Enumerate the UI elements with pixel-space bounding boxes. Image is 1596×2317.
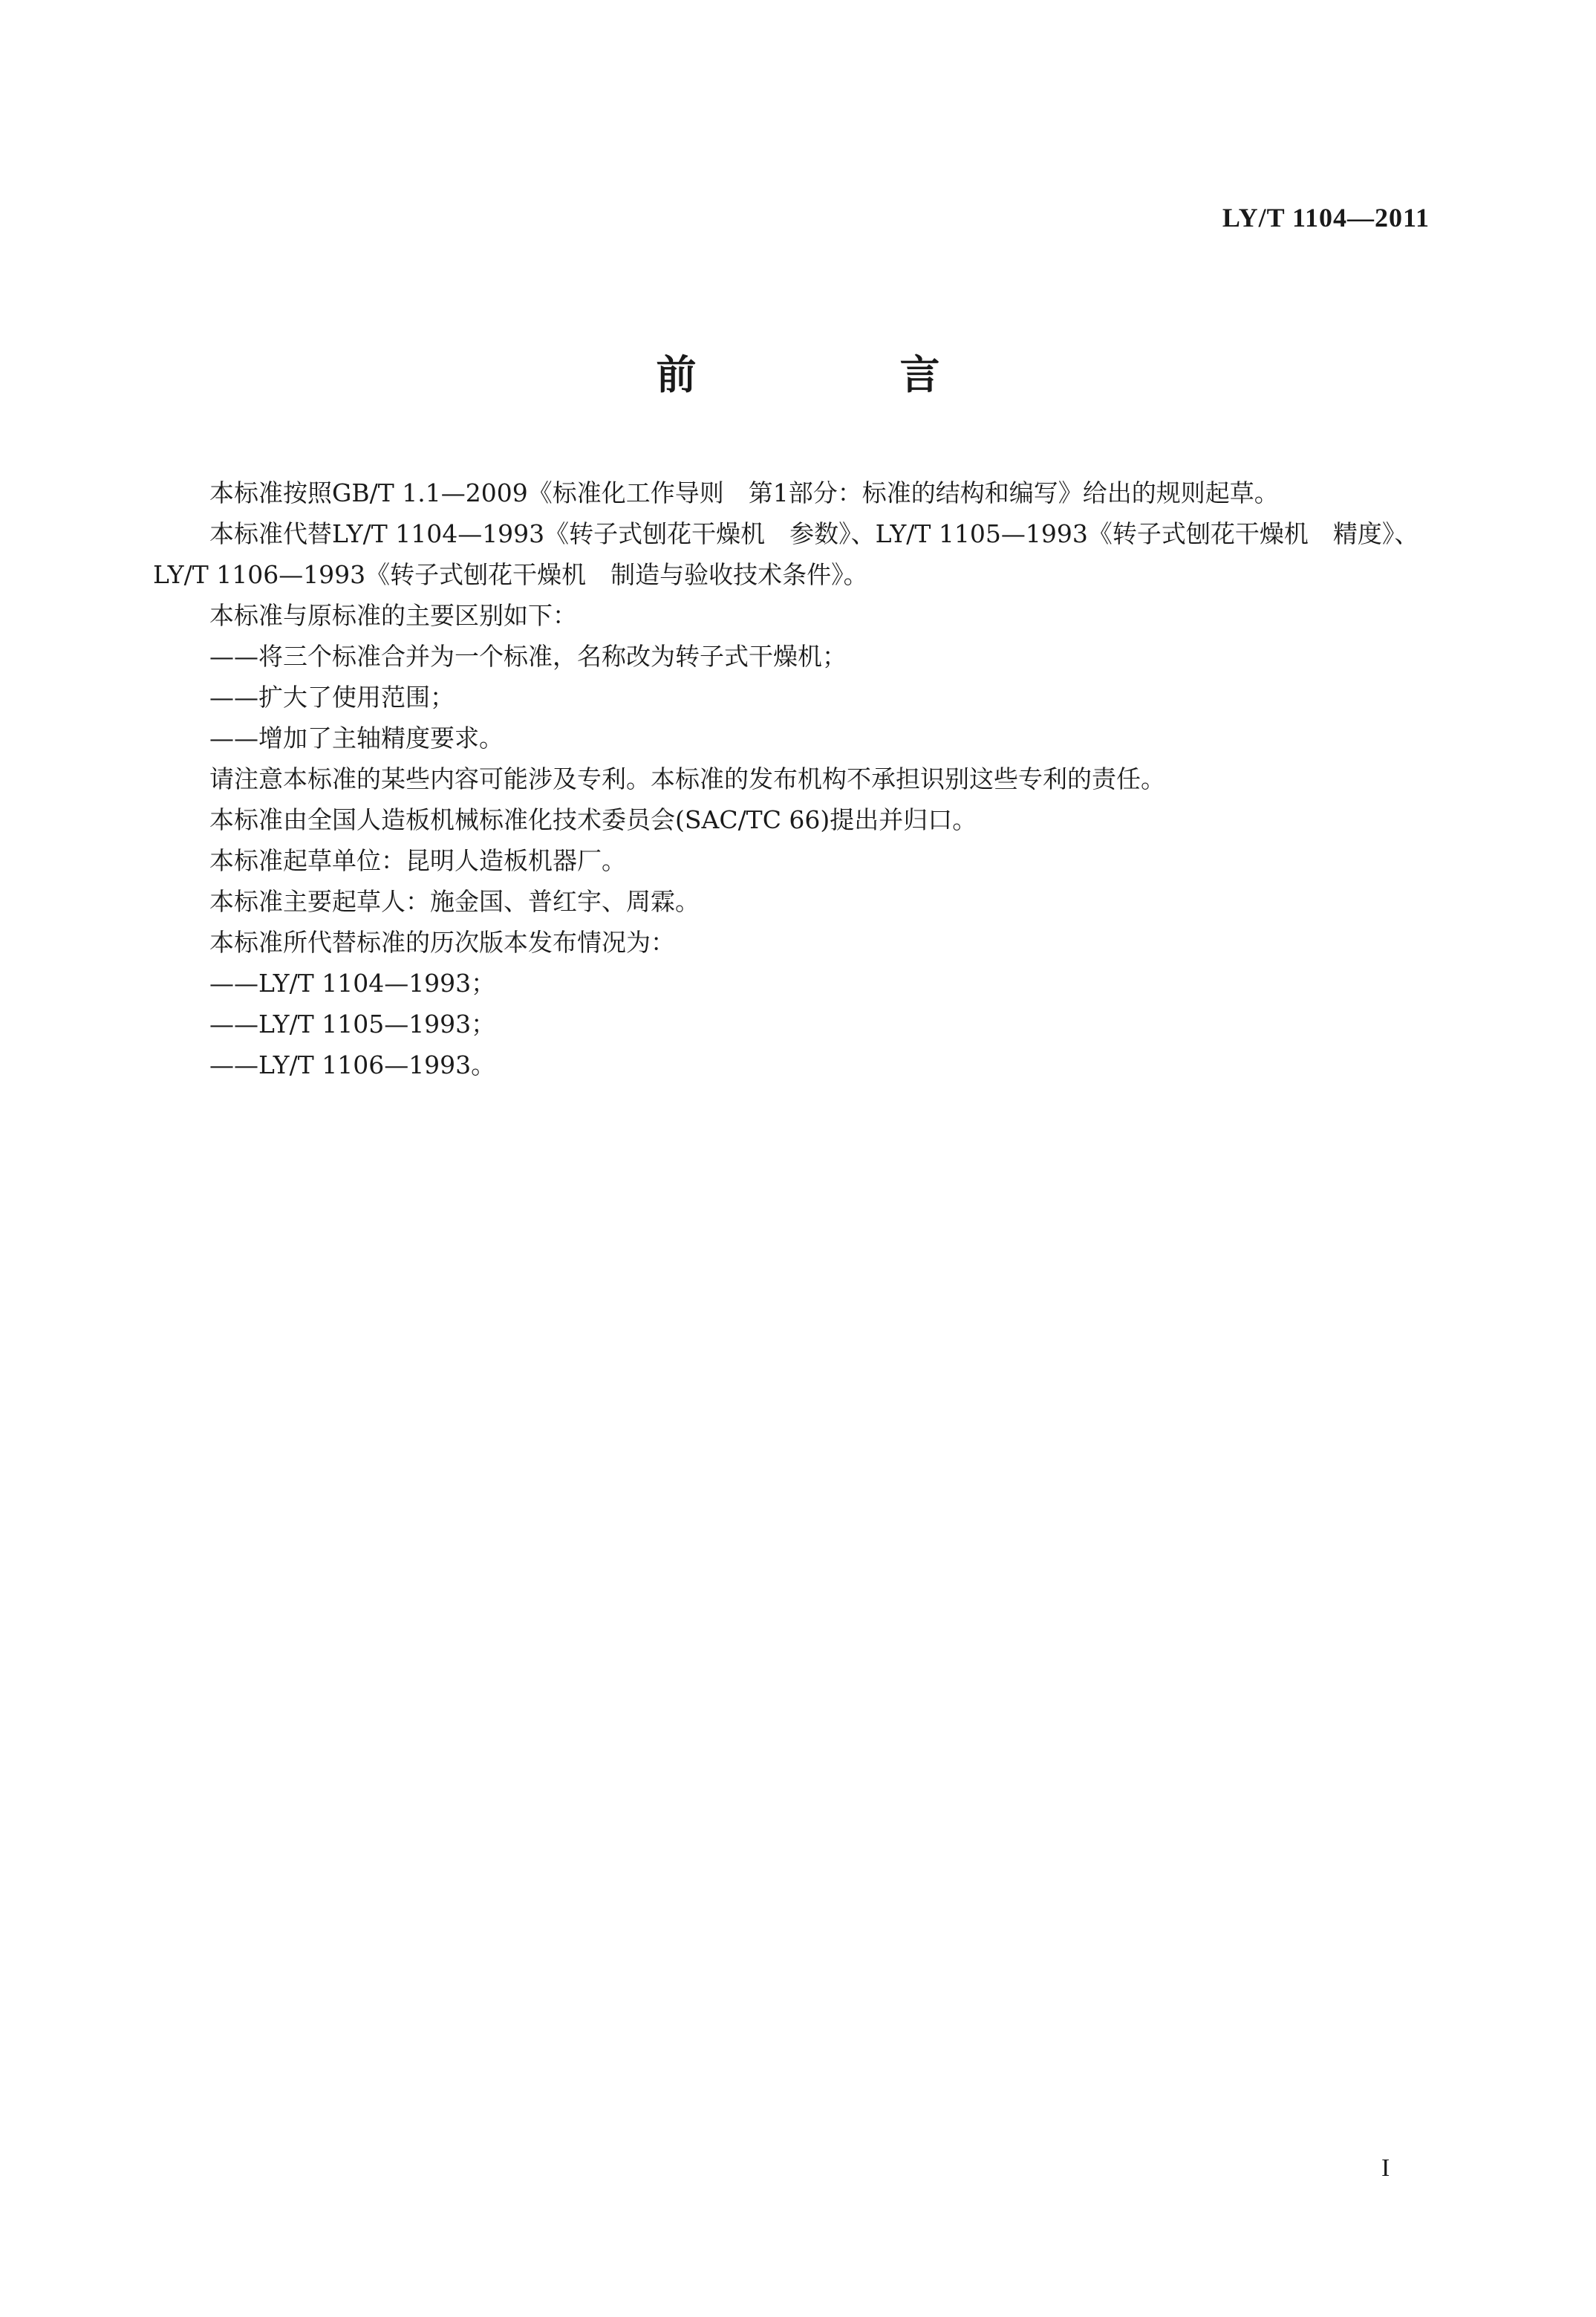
- paragraph-proposer: 本标准由全国人造板机械标准化技术委员会(SAC/TC 66)提出并归口。: [209, 805, 977, 834]
- list-item-difference: ——扩大了使用范围；: [209, 683, 455, 712]
- list-item-previous-version: ——LY/T 1104—1993；: [209, 969, 496, 998]
- standard-code: LY/T 1104—2011: [1222, 203, 1430, 233]
- list-item-previous-version: ——LY/T 1106—1993。: [209, 1050, 496, 1079]
- paragraph-patent-notice: 请注意本标准的某些内容可能涉及专利。本标准的发布机构不承担识别这些专利的责任。: [209, 764, 1165, 793]
- paragraph-drafting-unit: 本标准起草单位：昆明人造板机器厂。: [209, 846, 626, 875]
- foreword-body: [153, 472, 1438, 1085]
- list-item-difference: ——增加了主轴精度要求。: [209, 724, 504, 753]
- paragraph-drafters: 本标准主要起草人：施金国、普红宇、周霖。: [209, 887, 700, 916]
- paragraph-differences-intro: 本标准与原标准的主要区别如下：: [209, 601, 577, 630]
- paragraph-drafting-rules: 本标准按照GB/T 1.1—2009《标准化工作导则 第1部分：标准的结构和编写》给出的规则起草。: [209, 478, 1279, 507]
- paragraph-replaces: 本标准代替LY/T 1104—1993《转子式刨花干燥机 参数》、LY/T 1105—1993《转子式刨花干燥机 精度》、LY/T 1106—1993《转子式刨花干燥机 制造与验收技术条件》。: [153, 519, 1419, 589]
- paragraph-history-intro: 本标准所代替标准的历次版本发布情况为：: [209, 928, 675, 957]
- list-item-previous-version: ——LY/T 1105—1993；: [209, 1010, 496, 1039]
- page-title: 前 言: [656, 351, 1022, 398]
- list-item-difference: ——将三个标准合并为一个标准，名称改为转子式干燥机；: [209, 642, 847, 671]
- page-number: I: [1381, 2154, 1390, 2182]
